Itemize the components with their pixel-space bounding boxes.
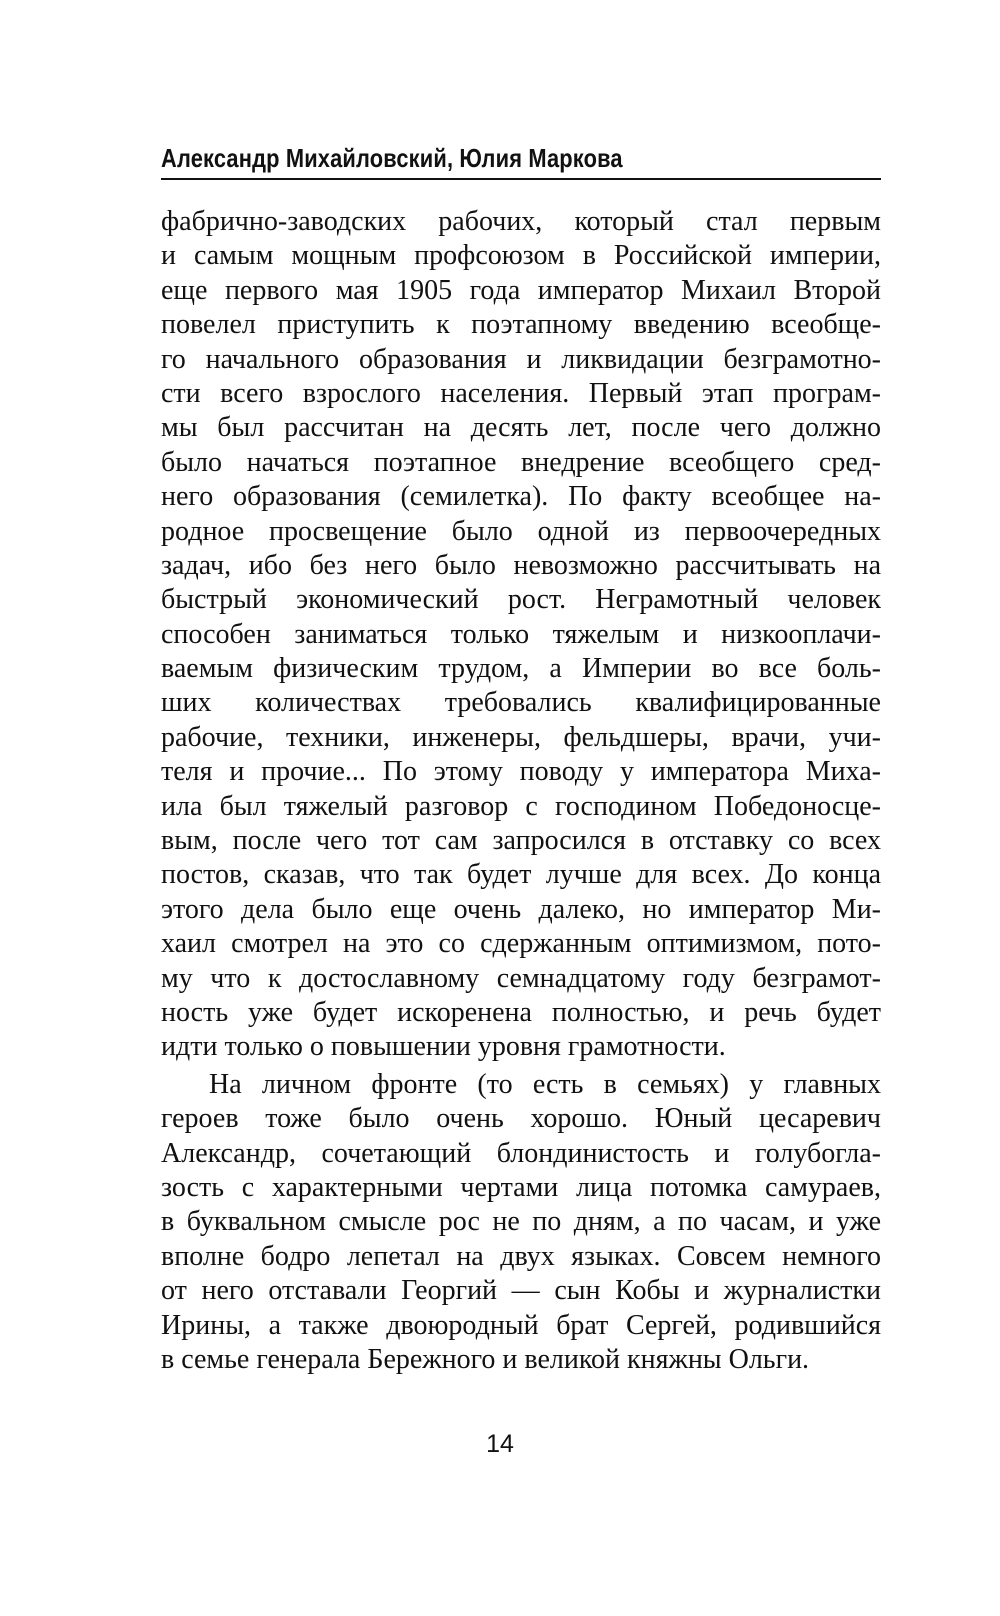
text-line: му что к достославному семнадцатому году безграмот- [161, 962, 881, 994]
text-line: было начаться поэтапное внедрение всеобщего сред- [161, 446, 881, 478]
text-line: теля и прочие... По этому поводу у императора Миха- [161, 756, 881, 788]
text-line: идти только о повышении уровня грамотности. [161, 1031, 726, 1063]
page-number: 14 [486, 1430, 514, 1458]
text-line: го начального образования и ликвидации безграмотно- [161, 343, 881, 375]
text-line: Александр, сочетающий блондинистость и голубогла- [161, 1137, 881, 1169]
text-line: ила был тяжелый разговор с господином Победоносце- [161, 790, 881, 822]
text-line: фабрично-заводских рабочих, который стал первым [161, 206, 881, 237]
text-line: него образования (семилетка). По факту всеобщее на- [161, 481, 881, 513]
text-line: ших количествах требовались квалифицированные [161, 687, 881, 719]
header-rule [161, 178, 881, 180]
text-line: Ирины, а также двоюродный брат Сергей, родившийся [161, 1309, 881, 1341]
text-line: героев тоже было очень хорошо. Юный цесаревич [161, 1103, 881, 1135]
text-line: в буквальном смысле рос не по дням, а по часам, и уже [161, 1206, 881, 1238]
text-line: и самым мощным профсоюзом в Российской империи, [161, 240, 881, 272]
book-page [161, 140, 881, 1377]
text-line: родное просвещение было одной из первоочередных [161, 515, 881, 547]
body-text [161, 205, 881, 1377]
text-line: На личном фронте (то есть в семьях) у главных [209, 1068, 881, 1100]
paragraph [161, 205, 881, 1065]
text-line: в семье генерала Бережного и великой княжны Ольги. [161, 1343, 810, 1375]
text-line: мы был рассчитан на десять лет, после чего должно [161, 412, 881, 444]
text-line: ваемым физическим трудом, а Империи во все боль- [161, 653, 881, 685]
text-line: от него отставали Георгий — сын Кобы и журналистки [161, 1275, 881, 1307]
text-line: еще первого мая 1905 года император Михаил Второй [161, 274, 881, 306]
text-line: ность уже будет искоренена полностью, и речь будет [161, 996, 881, 1028]
text-line: вполне бодро лепетал на двух языках. Совсем немного [161, 1240, 881, 1272]
paragraph [161, 1068, 881, 1378]
text-line: этого дела было еще очень далеко, но император Ми- [161, 893, 881, 925]
text-line: рабочие, техники, инженеры, фельдшеры, врачи, учи- [161, 721, 881, 753]
text-line: задач, ибо без него было невозможно рассчитывать на [161, 549, 881, 581]
running-header-title: Александр Михайловский, Юлия Маркова [161, 143, 623, 173]
text-line: повелел приступить к поэтапному введению всеобще- [161, 309, 881, 341]
text-line: способен заниматься только тяжелым и низкооплачи- [161, 618, 881, 650]
text-line: вым, после чего тот сам запросился в отставку со всех [161, 825, 881, 857]
text-line: постов, сказав, что так будет лучше для всех. До конца [161, 859, 881, 891]
text-line: зость с характерными чертами лица потомка самураев, [161, 1171, 881, 1203]
text-line: хаил смотрел на это со сдержанным оптимизмом, пото- [161, 928, 881, 960]
text-line: сти всего взрослого населения. Первый этап програм- [161, 377, 881, 409]
text-line: быстрый экономический рост. Неграмотный человек [161, 584, 881, 616]
